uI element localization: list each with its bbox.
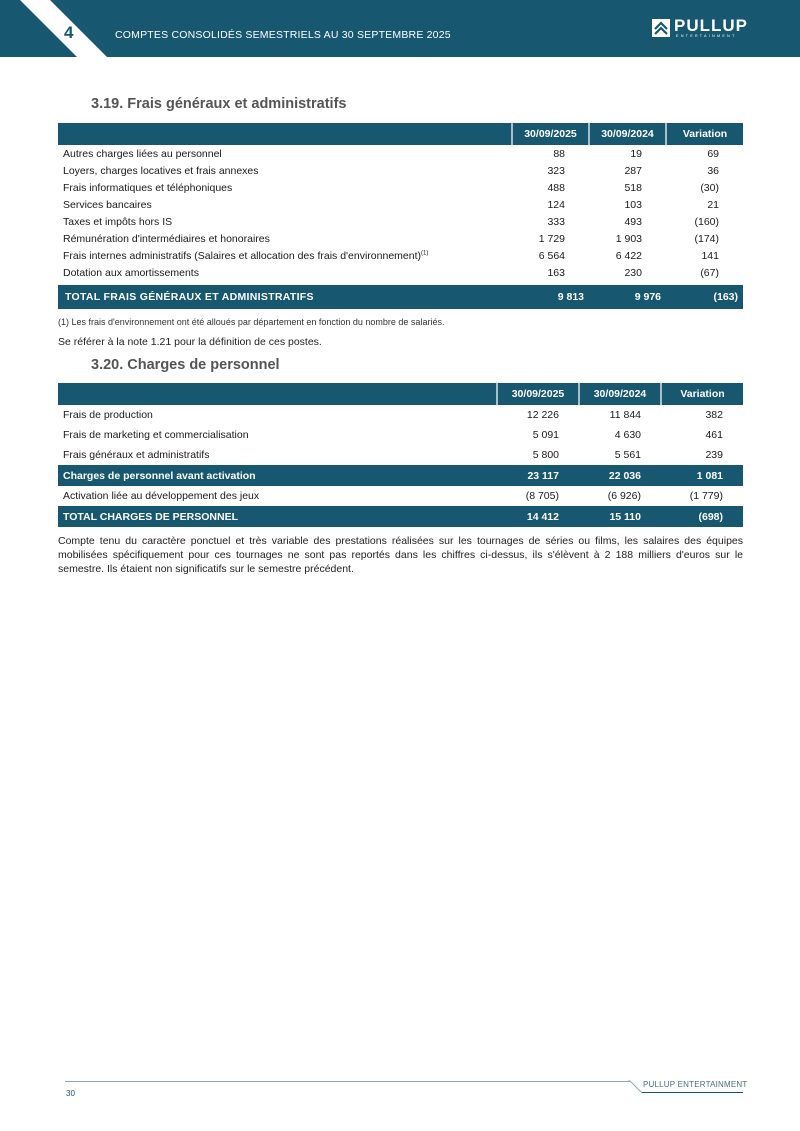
row-label-text: Frais internes administratifs (Salaires et allocation des frais d'environnement)	[63, 249, 421, 262]
table-header-row	[58, 123, 743, 145]
total-variation: (698)	[661, 506, 743, 527]
value-2025: (8 705)	[525, 490, 559, 502]
value-2024: 5 561	[614, 449, 641, 461]
value-variation: 21	[707, 198, 719, 211]
value-2024: 493	[624, 215, 642, 228]
logo-wordmark: PULLUP	[674, 16, 748, 35]
footer-rule	[65, 1081, 630, 1082]
row-label: Loyers, charges locatives et frais annexes	[63, 164, 259, 177]
row-label: Frais informatiques et téléphoniques	[63, 181, 233, 194]
row-label: Autres charges liées au personnel	[63, 147, 222, 160]
chapter-number: 4	[64, 23, 74, 42]
value-variation: (30)	[700, 181, 719, 194]
value-2024: 230	[624, 266, 642, 279]
footer-rule-right	[642, 1092, 743, 1093]
row-label: Frais de production	[63, 409, 153, 421]
value-variation: 141	[701, 249, 719, 262]
total-row	[58, 285, 743, 309]
total-row	[58, 506, 743, 527]
value-2025: 5 091	[532, 429, 559, 441]
table-row	[58, 405, 743, 425]
value-2025: 333	[547, 215, 565, 228]
value-variation: 239	[705, 449, 723, 461]
header-title: COMPTES CONSOLIDÉS SEMESTRIELS AU 30 SEPTEMBRE 2025	[115, 29, 451, 41]
table-row	[58, 264, 743, 281]
total-2025: 14 412	[497, 506, 579, 527]
subtotal-label: Charges de personnel avant activation	[58, 465, 497, 486]
value-variation: 461	[705, 429, 723, 441]
pullup-logo	[652, 16, 748, 40]
value-2024: 19	[630, 147, 642, 160]
value-2024: 518	[624, 181, 642, 194]
row-label: Dotation aux amortissements	[63, 266, 199, 279]
footer-brand: PULLUP ENTERTAINMENT	[643, 1080, 748, 1089]
header-blank-cell	[58, 383, 497, 405]
activation-row	[58, 486, 743, 506]
row-label: Frais de marketing et commercialisation	[63, 429, 249, 441]
table-row	[58, 179, 743, 196]
value-variation: (1 779)	[689, 490, 723, 502]
reference-note: Se référer à la note 1.21 pour la définition de ces postes.	[58, 336, 322, 348]
column-header-2024: 30/09/2024	[589, 123, 666, 145]
value-2025: 163	[547, 266, 565, 279]
value-2025: 6 564	[538, 249, 565, 262]
value-variation: 382	[705, 409, 723, 421]
frais-generaux-table	[58, 123, 743, 309]
charges-personnel-table	[58, 383, 743, 527]
value-variation: (160)	[694, 215, 719, 228]
row-label: Taxes et impôts hors IS	[63, 215, 173, 228]
column-header-2025: 30/09/2025	[497, 383, 579, 405]
logo-subtext: ENTERTAINMENT	[676, 34, 737, 38]
subtotal-2024: 22 036	[579, 465, 661, 486]
total-label: TOTAL CHARGES DE PERSONNEL	[58, 506, 497, 527]
total-label: TOTAL FRAIS GÉNÉRAUX ET ADMINISTRATIFS	[58, 285, 512, 309]
value-2024: 11 844	[609, 409, 641, 421]
table-row	[58, 445, 743, 465]
column-header-2024: 30/09/2024	[579, 383, 661, 405]
section-title-3-19: 3.19. Frais généraux et administratifs	[91, 96, 347, 112]
total-2024: 9 976	[589, 285, 666, 309]
value-2024: 6 422	[615, 249, 642, 262]
page-header	[0, 0, 800, 57]
value-variation: 69	[707, 147, 719, 160]
value-2025: 12 226	[526, 409, 559, 421]
row-label: Rémunération d'intermédiaires et honoraires	[63, 232, 270, 245]
total-variation: (163)	[666, 285, 743, 309]
value-2025: 5 800	[532, 449, 559, 461]
value-2024: (6 926)	[607, 490, 641, 502]
column-header-variation: Variation	[666, 123, 743, 145]
table-row	[58, 196, 743, 213]
value-2025: 323	[547, 164, 565, 177]
value-2025: 488	[547, 181, 565, 194]
table-row	[58, 425, 743, 445]
subtotal-row	[58, 465, 743, 486]
row-label: Services bancaires	[63, 198, 152, 211]
header-blank-cell	[58, 123, 512, 145]
row-label	[58, 247, 512, 264]
value-2024: 4 630	[614, 429, 641, 441]
table-row	[58, 247, 743, 264]
table-row	[58, 162, 743, 179]
value-2024: 287	[624, 164, 642, 177]
subtotal-variation: 1 081	[661, 465, 743, 486]
explanatory-paragraph: Compte tenu du caractère ponctuel et très variable des prestations réalisées sur les tournages de séries ou films, les salaires des équipes mobilisées spécifiquement pour ces tournages ne sont pas reportés dans les chiffres ci-dessus, ils s'élèvent à 2 188 milliers d'euros sur le semestre. Ils étaient non significatifs sur le semestre précédent.	[58, 535, 743, 575]
table-row	[58, 145, 743, 162]
value-variation: 36	[707, 164, 719, 177]
value-2024: 103	[624, 198, 642, 211]
value-2025: 1 729	[538, 232, 565, 245]
table-row	[58, 230, 743, 247]
logo-chevron-icon	[652, 19, 670, 37]
header-diagonal-stripe	[0, 0, 120, 57]
table-row	[58, 213, 743, 230]
value-2025: 124	[547, 198, 565, 211]
value-2024: 1 903	[615, 232, 642, 245]
value-2025: 88	[553, 147, 565, 160]
footnote-marker: (1)	[421, 250, 429, 256]
footnote: (1) Les frais d'environnement ont été alloués par département en fonction du nombre de salariés.	[58, 317, 445, 327]
table-header-row	[58, 383, 743, 405]
page-number: 30	[66, 1089, 75, 1098]
column-header-variation: Variation	[661, 383, 743, 405]
subtotal-2025: 23 117	[497, 465, 579, 486]
column-header-2025: 30/09/2025	[512, 123, 589, 145]
section-title-3-20: 3.20. Charges de personnel	[91, 357, 280, 373]
total-2024: 15 110	[579, 506, 661, 527]
total-2025: 9 813	[512, 285, 589, 309]
value-variation: (174)	[694, 232, 719, 245]
row-label: Activation liée au développement des jeux	[63, 490, 260, 502]
value-variation: (67)	[700, 266, 719, 279]
row-label: Frais généraux et administratifs	[63, 449, 210, 461]
